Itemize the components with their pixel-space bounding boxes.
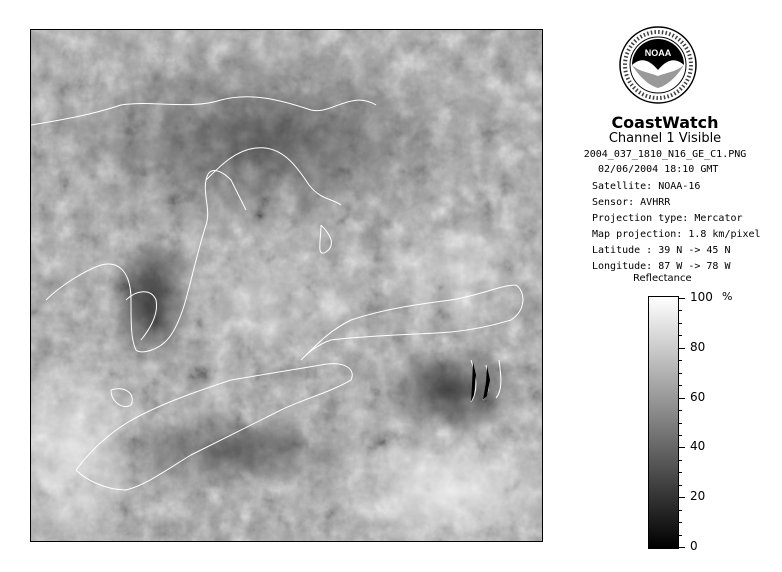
colorbar-minor-tick: [679, 385, 682, 386]
dark-region-north: [51, 50, 471, 230]
filename-label: 2004_037_1810_N16_GE_C1.PNG: [583, 149, 747, 160]
colorbar-minor-tick: [679, 310, 682, 311]
colorbar-tick-label: 60: [690, 389, 706, 404]
colorbar-minor-tick: [679, 485, 682, 486]
colorbar-tick-label: 0: [690, 539, 698, 553]
colorbar-minor-tick: [679, 460, 682, 461]
colorbar-minor-tick: [679, 335, 682, 336]
colorbar-minor-tick: [679, 435, 682, 436]
colorbar-major-tick: [679, 497, 685, 498]
colorbar-title: Reflectance: [633, 273, 692, 284]
colorbar-minor-tick: [679, 373, 682, 374]
bright-region-central: [161, 240, 381, 360]
colorbar-minor-tick: [679, 522, 682, 523]
colorbar-tick-label: 20: [690, 489, 706, 504]
latitude-label: Latitude : 39 N -> 45 N: [592, 245, 731, 256]
projection-type-label: Projection type: Mercator: [592, 213, 743, 224]
colorbar-tick-label: 100: [690, 290, 713, 304]
longitude-label: Longitude: 87 W -> 78 W: [592, 261, 731, 272]
colorbar-minor-tick: [679, 323, 682, 324]
colorbar-minor-tick: [679, 535, 682, 536]
sensor-label: Sensor: AVHRR: [592, 197, 671, 208]
colorbar: [648, 296, 679, 549]
noaa-logo: [618, 20, 698, 110]
bright-region-northeast: [381, 215, 541, 325]
satellite-image: [31, 30, 543, 542]
colorbar-minor-tick: [679, 472, 682, 473]
logo-text: NOAA: [644, 48, 672, 58]
colorbar-minor-tick: [679, 360, 682, 361]
date-time-label: 02/06/2004 18:10 GMT: [598, 164, 719, 175]
noaa-seal: [618, 20, 698, 110]
colorbar-minor-tick: [679, 423, 682, 424]
map-projection-label: Map projection: 1.8 km/pixel: [592, 229, 761, 240]
colorbar-unit: %: [722, 290, 733, 303]
colorbar-minor-tick: [679, 510, 682, 511]
colorbar-major-tick: [679, 298, 685, 299]
product-title: CoastWatch: [611, 113, 719, 132]
colorbar-tick-label: 80: [690, 339, 706, 354]
channel-label: Channel 1 Visible: [608, 131, 722, 146]
satellite-label: Satellite: NOAA-16: [592, 181, 701, 192]
colorbar-major-tick: [679, 547, 685, 548]
colorbar-major-tick: [679, 447, 685, 448]
satellite-map: [30, 29, 543, 542]
colorbar-major-tick: [679, 398, 685, 399]
colorbar-minor-tick: [679, 410, 682, 411]
colorbar-major-tick: [679, 348, 685, 349]
colorbar-tick-label: 40: [690, 439, 706, 454]
